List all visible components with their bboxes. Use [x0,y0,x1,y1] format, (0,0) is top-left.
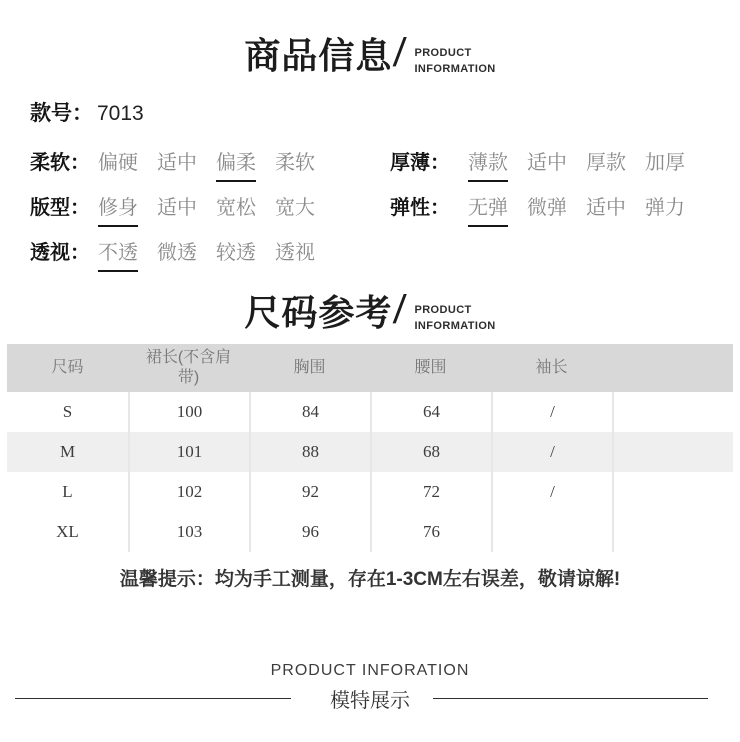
table-cell [491,512,612,552]
table-cell: / [491,392,612,432]
attr-option: 宽松 [216,197,256,219]
attr-option: 较透 [216,242,256,264]
table-cell: 102 [128,472,249,512]
size-reference-title-en [414,303,495,335]
table-cell: 88 [249,432,370,472]
attr-option-selected: 无弹 [468,191,508,227]
product-info-title [0,28,740,79]
attr-row-thickness [390,146,704,182]
subtitle-line1: PRODUCT [414,46,472,59]
attr-label-transparency: 透视： [30,242,90,264]
style-number-label: 款号： [30,102,93,125]
table-cell: 72 [370,472,491,512]
attr-option-selected: 偏柔 [216,146,256,182]
product-info-title-en [414,46,495,78]
attr-option: 适中 [586,197,626,219]
table-cell: 101 [128,432,249,472]
table-cell: 92 [249,472,370,512]
attr-label-softness: 柔软： [30,152,90,174]
size-reference-title-cn: 尺码参考 [244,292,393,333]
attr-option: 微透 [157,242,197,264]
attr-option: 宽大 [275,197,315,219]
attr-option: 厚款 [586,152,626,174]
size-table-header-waist: 腰围 [370,344,491,392]
table-cell: S [62,402,73,421]
style-number-row [30,97,144,127]
attr-label-fit: 版型： [30,197,90,219]
attr-option: 适中 [157,197,197,219]
size-table-header-bust: 胸围 [249,344,370,392]
size-reference-title [0,285,740,336]
attr-option: 弹力 [645,197,685,219]
table-cell: / [491,472,612,512]
table-cell [612,472,733,512]
size-table-header-skirt-length: 裙长(不含肩带) [128,344,249,392]
attr-row-transparency [30,236,334,272]
attr-row-softness [30,146,334,182]
table-cell: 96 [249,512,370,552]
attr-label-elasticity: 弹性： [390,197,450,219]
attr-option-selected: 不透 [98,236,138,272]
subtitle-line1: PRODUCT [414,303,472,316]
table-cell: 100 [128,392,249,432]
attr-option: 透视 [275,242,315,264]
table-cell: 103 [128,512,249,552]
table-cell: L [62,482,73,501]
attr-option-selected: 薄款 [468,146,508,182]
attr-row-fit [30,191,334,227]
footer-title-cn: 模特展示 [330,690,410,712]
size-table-header-empty [612,344,733,392]
size-table-header-sleeve: 袖长 [491,344,612,392]
attr-option: 柔软 [275,152,315,174]
table-cell [612,432,733,472]
table-cell: XL [56,522,79,541]
attr-option: 微弹 [527,197,567,219]
title-slash: / [392,31,408,75]
attr-option: 偏硬 [98,152,138,174]
table-cell: 68 [370,432,491,472]
subtitle-line2: INFORMATION [414,62,496,75]
product-info-title-cn: 商品信息 [244,35,393,76]
footer-title-en: PRODUCT INFORATION [270,662,470,679]
table-cell: 84 [249,392,370,432]
style-number-value: 7013 [97,102,144,125]
attr-label-thickness: 厚薄： [390,152,450,174]
table-cell [612,392,733,432]
attr-option: 适中 [157,152,197,174]
measurement-tip: 温馨提示：均为手工测量，存在1-3CM左右误差，敬请谅解! [119,569,621,590]
table-cell: 64 [370,392,491,432]
table-cell: M [7,432,128,472]
attr-option-selected: 修身 [98,191,138,227]
attr-row-elasticity [390,191,704,227]
table-cell: / [491,432,612,472]
subtitle-line2: INFORMATION [414,319,496,332]
table-cell: 76 [370,512,491,552]
attr-option: 适中 [527,152,567,174]
table-cell [612,512,733,552]
size-table [7,344,733,552]
footer-divider-right [433,698,708,699]
title-slash: / [392,288,408,332]
size-table-header-size: 尺码 [7,344,128,392]
attr-option: 加厚 [645,152,685,174]
